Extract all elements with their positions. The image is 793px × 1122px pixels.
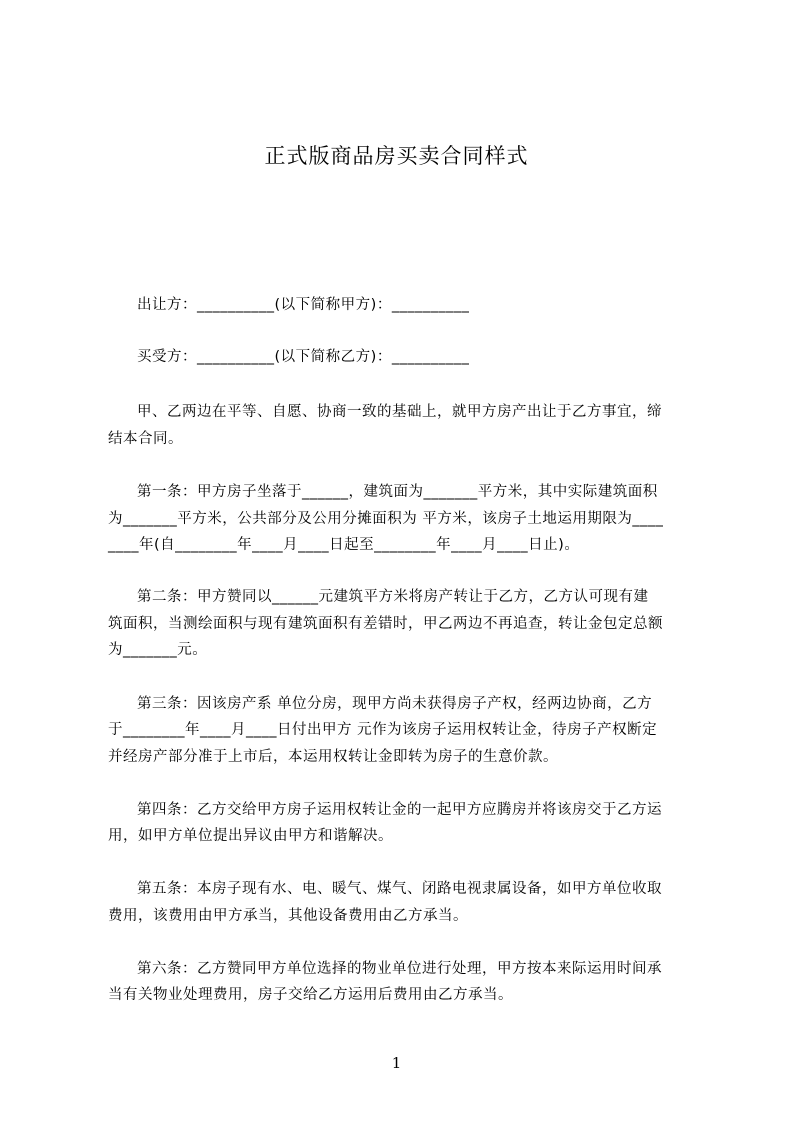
- article4-line-1: 第四条：乙方交给甲方房子运用权转让金的一起甲方应腾房并将该房交于乙方运: [137, 802, 662, 818]
- article2-line-2: 筑面积，当测绘面积与现有建筑面积有差错时，甲乙两边不再追查，转让金包定总额: [108, 616, 663, 632]
- article5-line-1: 第五条：本房子现有水、电、暖气、煤气、闭路电视隶属设备，如甲方单位收取: [137, 881, 662, 897]
- page-number: 1: [391, 1054, 402, 1072]
- article5-line-2: 费用，该费用由甲方承当，其他设备费用由乙方承当。: [108, 908, 468, 924]
- buyer-line: 买受方：__________(以下简称乙方)：__________: [137, 349, 470, 365]
- article1-line-1: 第一条：甲方房子坐落于______，建筑面为_______平方米，其中实际建筑面积: [137, 484, 658, 500]
- article3-line-3: 并经房产部分准于上市后，本运用权转让金即转为房子的生意价款。: [108, 749, 558, 765]
- intro-line-2: 结本合同。: [108, 431, 183, 447]
- article4-line-2: 用，如甲方单位提出异议由甲方和谐解决。: [108, 828, 393, 844]
- article1-line-2: 为_______平方米，公共部分及公用分摊面积为 平方米，该房子土地运用期限为____: [108, 511, 664, 527]
- article3-line-2: 于________年____月____日付出甲方 元作为该房子运用权转让金，待房子产权断定: [108, 722, 658, 738]
- article3-line-1: 第三条：因该房产系 单位分房，现甲方尚未获得房子产权，经两边协商，乙方: [137, 696, 653, 712]
- seller-line: 出让方：__________(以下简称甲方)：__________: [137, 297, 470, 313]
- page-title: 正式版商品房买卖合同样式: [264, 144, 529, 168]
- intro-line-1: 甲、乙两边在平等、自愿、协商一致的基础上，就甲方房产出让于乙方事宜，缔: [137, 404, 662, 420]
- article6-line-2: 当有关物业处理费用，房子交给乙方运用后费用由乙方承当。: [108, 987, 513, 1003]
- article6-line-1: 第六条：乙方赞同甲方单位选择的物业单位进行处理，甲方按本来际运用时间承: [137, 961, 662, 977]
- article1-line-3: ____年(自________年____月____日起至________年____月____日止)。: [108, 537, 580, 553]
- article2-line-1: 第二条：甲方赞同以______元建筑平方米将房产转让于乙方，乙方认可现有建: [137, 589, 649, 605]
- article2-line-3: 为_______元。: [108, 642, 208, 658]
